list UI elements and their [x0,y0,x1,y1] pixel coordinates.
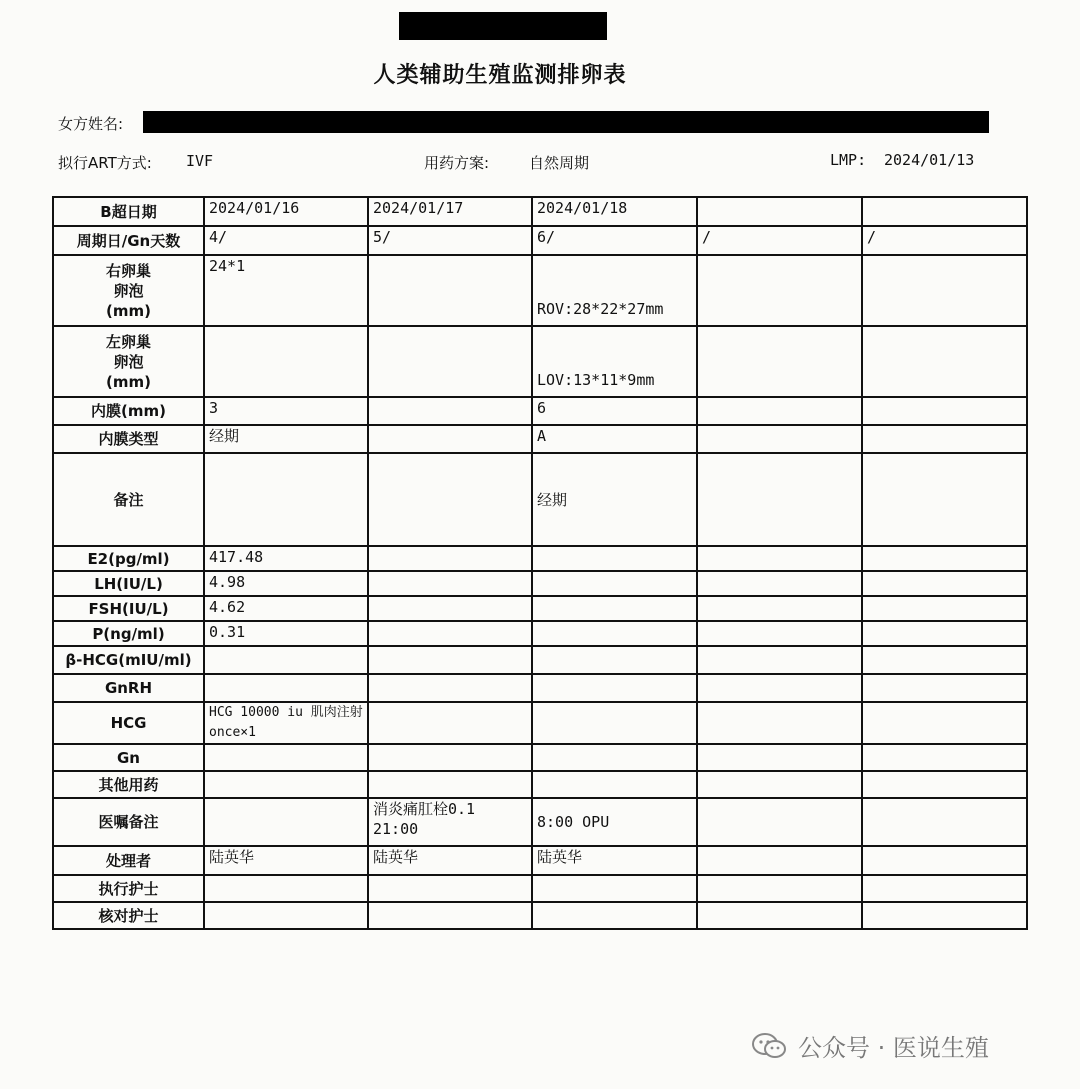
cell-lh-col-1 [204,571,368,596]
cell-endometrium-col-3 [532,397,697,425]
cell-handler-col-5 [862,846,1027,875]
cell-bhcg-col-4 [697,646,862,674]
table-row-fsh [53,596,1027,621]
cell-orders-col-2 [368,798,532,846]
cell-value: 6 [537,399,547,417]
cell-date-col-3 [532,197,697,226]
row-label-text: B超日期 [100,202,157,221]
cell-other-meds-col-2 [368,771,532,798]
cell-cycle-day-col-5 [862,226,1027,255]
art-value: IVF [186,152,214,170]
cell-right-ovary-col-2 [368,255,532,326]
row-label-text: β-HCG(mIU/ml) [65,651,192,669]
cell-date-col-4 [697,197,862,226]
cell-value: 0.31 [209,623,246,641]
cell-lh-col-3 [532,571,697,596]
cell-fsh-col-4 [697,596,862,621]
cell-value: 6/ [537,228,556,246]
cell-endometrium-col-1 [204,397,368,425]
cell-left-ovary-col-2 [368,326,532,397]
cell-date-col-2 [368,197,532,226]
row-label-text: 处理者 [105,851,151,870]
watermark-text: 公众号 · 医说生殖 [798,1034,989,1062]
cell-right-ovary-col-1 [204,255,368,326]
row-label-gnrh [53,674,204,702]
cell-orders-col-3 [532,798,697,846]
cell-check-nurse-col-3 [532,902,697,929]
row-label-text: 左卵巢 卵泡 (mm) [105,332,151,391]
cell-fsh-col-5 [862,596,1027,621]
cell-value: A [537,427,547,445]
cell-gn-col-3 [532,744,697,771]
table-row-notes [53,453,1027,546]
cell-p-col-2 [368,621,532,646]
art-label: 拟行ART方式: [58,154,152,172]
cell-exec-nurse-col-1 [204,875,368,902]
row-label-text: 右卵巢 卵泡 (mm) [105,261,151,320]
table-row-lh [53,571,1027,596]
cell-value: 2024/01/17 [373,199,464,217]
row-label-gn [53,744,204,771]
table-row-orders [53,798,1027,846]
row-label-lh [53,571,204,596]
row-label-text: 内膜(mm) [91,402,166,420]
table-row-endometrium [53,397,1027,425]
row-label-orders [53,798,204,846]
cell-p-col-5 [862,621,1027,646]
cell-right-ovary-col-4 [697,255,862,326]
cell-fsh-col-2 [368,596,532,621]
cell-date-col-1 [204,197,368,226]
cell-cycle-day-col-1 [204,226,368,255]
row-label-text: 周期日/Gn天数 [76,231,181,250]
cell-p-col-3 [532,621,697,646]
page-title: 人类辅助生殖监测排卵表 [373,63,627,88]
cell-hcg-col-5 [862,702,1027,744]
cell-date-col-5 [862,197,1027,226]
row-label-check-nurse [53,902,204,929]
cell-handler-col-4 [697,846,862,875]
cell-endometrium-type-col-5 [862,425,1027,453]
cell-other-meds-col-1 [204,771,368,798]
cell-left-ovary-col-4 [697,326,862,397]
row-label-date [53,197,204,226]
cell-exec-nurse-col-4 [697,875,862,902]
row-label-exec-nurse [53,875,204,902]
cell-right-ovary-col-3 [532,255,697,326]
cell-p-col-1 [204,621,368,646]
cell-hcg-col-3 [532,702,697,744]
cell-value: 陆英华 [209,848,255,866]
cell-lh-col-5 [862,571,1027,596]
cell-exec-nurse-col-5 [862,875,1027,902]
cell-cycle-day-col-2 [368,226,532,255]
cell-value: 消炎痛肛栓0.1 21:00 [373,800,476,838]
cell-gn-col-2 [368,744,532,771]
row-label-cycle-day [53,226,204,255]
row-label-handler [53,846,204,875]
cell-handler-col-1 [204,846,368,875]
cell-notes-col-2 [368,453,532,546]
row-label-text: FSH(IU/L) [88,599,169,618]
cell-bhcg-col-3 [532,646,697,674]
row-label-text: 医嘱备注 [98,813,159,831]
name-label: 女方姓名: [58,115,124,133]
cell-value: 2024/01/16 [209,199,300,217]
row-label-text: P(ng/ml) [92,624,165,643]
cell-exec-nurse-col-2 [368,875,532,902]
table-row-date [53,197,1027,226]
cell-value: 2024/01/18 [537,199,628,217]
cell-value: 4.62 [209,598,246,616]
cell-lh-col-4 [697,571,862,596]
cell-gnrh-col-2 [368,674,532,702]
cell-left-ovary-col-3 [532,326,697,397]
cell-notes-col-1 [204,453,368,546]
cell-fsh-col-3 [532,596,697,621]
cell-value: 3 [209,399,219,417]
cell-gn-col-1 [204,744,368,771]
cell-e2-col-5 [862,546,1027,571]
table-row-cycle-day [53,226,1027,255]
cell-endometrium-type-col-3 [532,425,697,453]
cell-value: 经期 [209,427,240,445]
monitoring-table [52,196,1028,930]
row-label-left-ovary [53,326,204,397]
cell-other-meds-col-4 [697,771,862,798]
lmp-label: LMP: [830,151,867,169]
cell-check-nurse-col-5 [862,902,1027,929]
cell-value: 经期 [537,490,568,509]
cell-other-meds-col-3 [532,771,697,798]
cell-check-nurse-col-2 [368,902,532,929]
row-label-notes [53,453,204,546]
cell-orders-col-4 [697,798,862,846]
row-label-text: 备注 [113,490,144,509]
row-label-text: 其他用药 [98,775,159,794]
cell-value: HCG 10000 iu 肌肉注射 once×1 [209,705,363,740]
row-label-endometrium [53,397,204,425]
cell-endometrium-col-4 [697,397,862,425]
cell-gnrh-col-3 [532,674,697,702]
cell-bhcg-col-2 [368,646,532,674]
cell-fsh-col-1 [204,596,368,621]
table-row-e2 [53,546,1027,571]
table-row-endometrium-type [53,425,1027,453]
row-label-text: LH(IU/L) [94,574,163,593]
table-row-bhcg [53,646,1027,674]
cell-e2-col-4 [697,546,862,571]
cell-bhcg-col-5 [862,646,1027,674]
watermark [752,1028,989,1063]
row-label-hcg [53,702,204,744]
redacted-header-bar [399,12,607,40]
cell-notes-col-5 [862,453,1027,546]
row-label-text: 核对护士 [98,906,159,925]
cell-orders-col-5 [862,798,1027,846]
cell-check-nurse-col-4 [697,902,862,929]
cell-e2-col-2 [368,546,532,571]
table-row-handler [53,846,1027,875]
cell-value: LOV:13*11*9mm [537,371,655,389]
cell-e2-col-1 [204,546,368,571]
row-label-endometrium-type [53,425,204,453]
wechat-icon [752,1033,786,1059]
row-label-text: E2(pg/ml) [87,549,170,568]
plan-label: 用药方案: [424,154,490,172]
cell-left-ovary-col-5 [862,326,1027,397]
plan-value: 自然周期 [529,154,590,172]
cell-other-meds-col-5 [862,771,1027,798]
cell-check-nurse-col-1 [204,902,368,929]
cell-hcg-col-4 [697,702,862,744]
row-label-other-meds [53,771,204,798]
lmp-value: 2024/01/13 [884,151,975,169]
cell-value: 陆英华 [537,848,583,866]
cell-endometrium-type-col-1 [204,425,368,453]
cell-cycle-day-col-4 [697,226,862,255]
table-row-other-meds [53,771,1027,798]
table-row-right-ovary [53,255,1027,326]
row-label-text: 执行护士 [98,879,159,898]
cell-value: / [702,228,712,246]
cell-handler-col-3 [532,846,697,875]
cell-gnrh-col-1 [204,674,368,702]
cell-gn-col-5 [862,744,1027,771]
table-row-hcg [53,702,1027,744]
cell-exec-nurse-col-3 [532,875,697,902]
cell-e2-col-3 [532,546,697,571]
cell-gn-col-4 [697,744,862,771]
row-label-text: 内膜类型 [98,430,159,448]
cell-endometrium-col-5 [862,397,1027,425]
cell-endometrium-col-2 [368,397,532,425]
redacted-patient-name [143,111,989,133]
cell-value: ROV:28*22*27mm [537,300,664,318]
cell-bhcg-col-1 [204,646,368,674]
row-label-p [53,621,204,646]
cell-left-ovary-col-1 [204,326,368,397]
cell-handler-col-2 [368,846,532,875]
row-label-e2 [53,546,204,571]
cell-value: / [867,228,877,246]
cell-notes-col-3 [532,453,697,546]
table-row-check-nurse [53,902,1027,929]
cell-hcg-col-1 [204,702,368,744]
row-label-fsh [53,596,204,621]
cell-gnrh-col-4 [697,674,862,702]
row-label-text: HCG [110,714,147,732]
cell-cycle-day-col-3 [532,226,697,255]
cell-endometrium-type-col-4 [697,425,862,453]
table-row-exec-nurse [53,875,1027,902]
cell-p-col-4 [697,621,862,646]
cell-lh-col-2 [368,571,532,596]
cell-gnrh-col-5 [862,674,1027,702]
cell-endometrium-type-col-2 [368,425,532,453]
cell-value: 4/ [209,228,228,246]
row-label-right-ovary [53,255,204,326]
table-row-p [53,621,1027,646]
cell-value: 417.48 [209,548,264,566]
cell-hcg-col-2 [368,702,532,744]
cell-value: 4.98 [209,573,246,591]
table-row-left-ovary [53,326,1027,397]
cell-value: 陆英华 [373,848,419,866]
table-row-gnrh [53,674,1027,702]
cell-value: 5/ [373,228,392,246]
cell-right-ovary-col-5 [862,255,1027,326]
row-label-bhcg [53,646,204,674]
row-label-text: Gn [117,748,140,767]
cell-orders-col-1 [204,798,368,846]
cell-notes-col-4 [697,453,862,546]
table-row-gn [53,744,1027,771]
cell-value: 24*1 [209,257,246,275]
row-label-text: GnRH [104,679,153,697]
cell-value: 8:00 OPU [537,813,610,831]
